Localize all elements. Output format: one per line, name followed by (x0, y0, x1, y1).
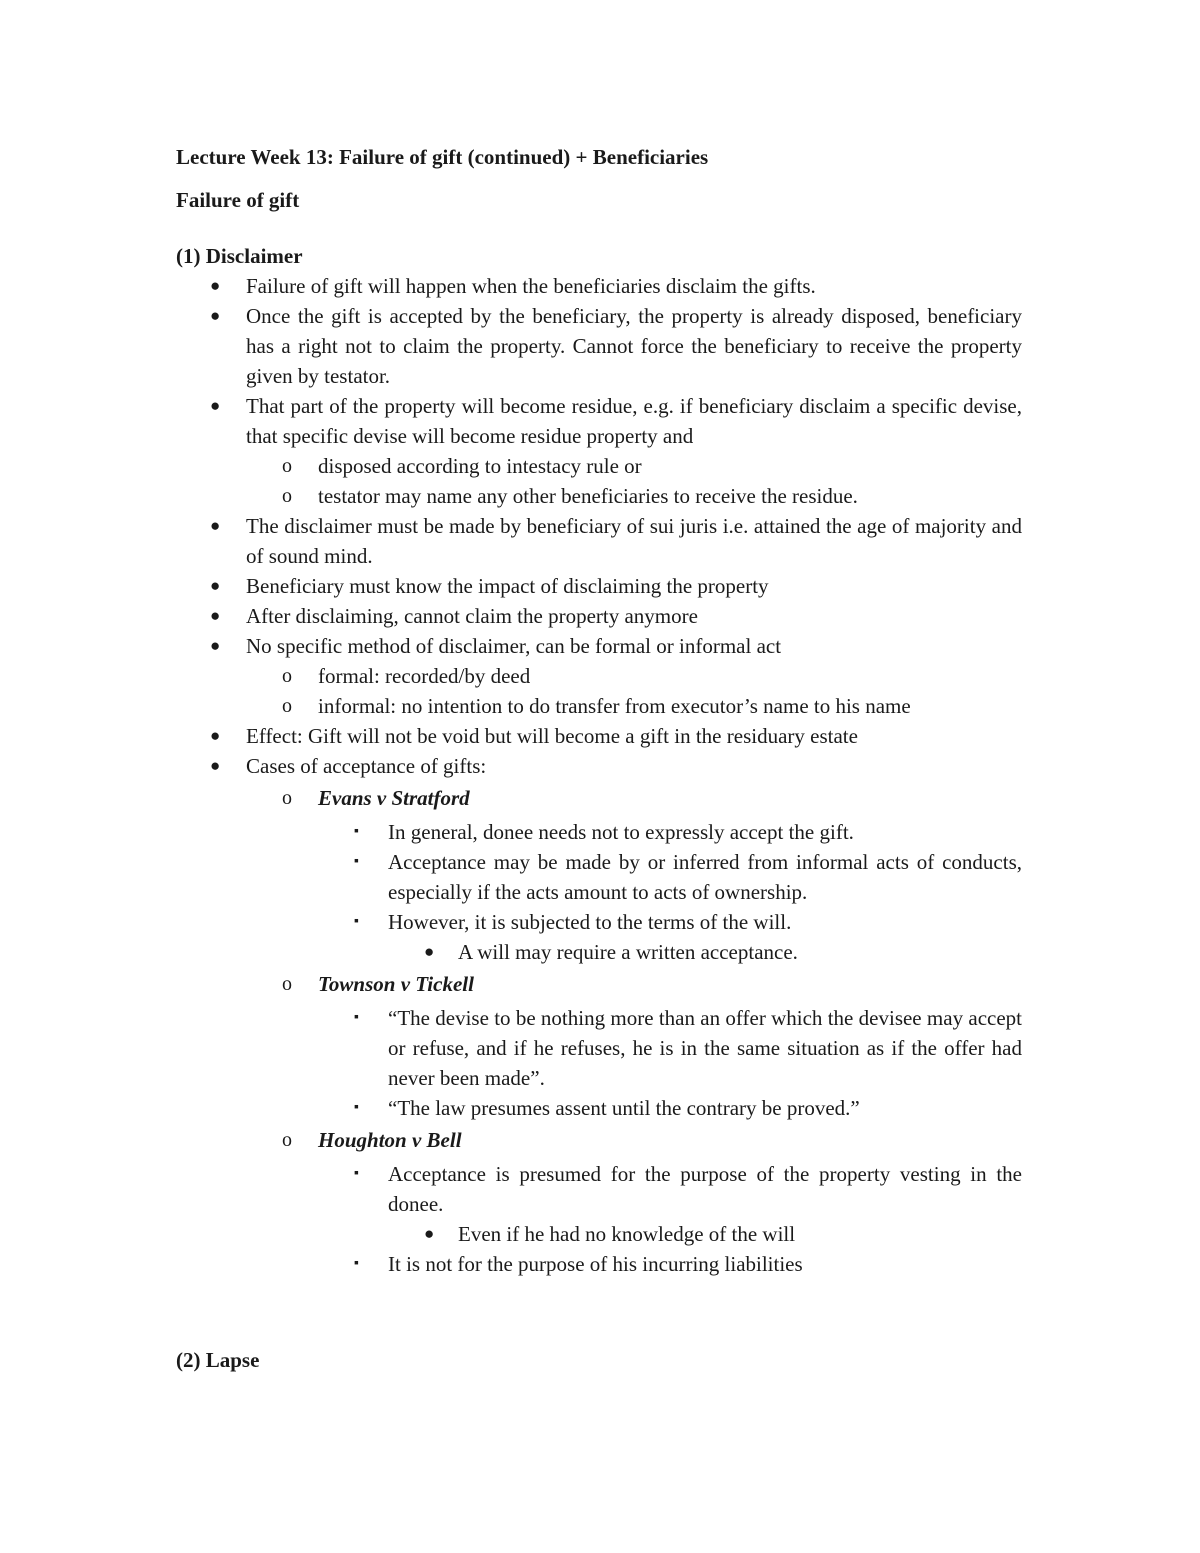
list-item: ● Even if he had no knowledge of the will (176, 1219, 1022, 1249)
list-item: ▪ Acceptance may be made by or inferred from informal acts of conducts, especially if the acts amount to acts of ownership. (176, 847, 1022, 907)
circle-bullet-icon: o (282, 695, 292, 717)
lecture-title: Lecture Week 13: Failure of gift (continued) + Beneficiaries (176, 145, 709, 169)
disclaimer-list (176, 271, 1022, 1279)
list-item: o testator may name any other beneficiaries to receive the residue. (176, 481, 1022, 511)
circle-bullet-icon: o (282, 787, 292, 809)
bullet-icon: ● (210, 306, 221, 325)
circle-bullet-icon: o (282, 973, 292, 995)
case-item (176, 783, 1022, 813)
square-bullet-icon: ▪ (354, 1010, 359, 1025)
list-item: o disposed according to intestacy rule or (176, 451, 1022, 481)
list-item: o informal: no intention to do transfer from executor’s name to his name (176, 691, 1022, 721)
square-bullet-icon: ▪ (354, 1166, 359, 1181)
bullet-icon: ● (424, 1224, 435, 1243)
case-item (176, 1125, 1022, 1155)
bullet-icon: ● (210, 636, 221, 655)
bullet-icon: ● (210, 276, 221, 295)
square-bullet-icon: ▪ (354, 824, 359, 839)
list-item: o formal: recorded/by deed (176, 661, 1022, 691)
list-item: ● A will may require a written acceptance. (176, 937, 1022, 967)
case-name: Evans v Stratford (318, 786, 470, 810)
circle-bullet-icon: o (282, 485, 292, 507)
circle-bullet-icon: o (282, 455, 292, 477)
bullet-icon: ● (210, 576, 221, 595)
list-item: ▪ “The law presumes assent until the contrary be proved.” (176, 1093, 1022, 1123)
square-bullet-icon: ▪ (354, 854, 359, 869)
list-item: ● Failure of gift will happen when the beneficiaries disclaim the gifts. (176, 271, 1022, 301)
bullet-icon: ● (210, 516, 221, 535)
list-item: ● Effect: Gift will not be void but will become a gift in the residuary estate (176, 721, 1022, 751)
case-item (176, 969, 1022, 999)
list-item: ● After disclaiming, cannot claim the property anymore (176, 601, 1022, 631)
list-item: ● The disclaimer must be made by beneficiary of sui juris i.e. attained the age of majority and of sound mind. (176, 511, 1022, 571)
square-bullet-icon: ▪ (354, 1256, 359, 1271)
circle-bullet-icon: o (282, 665, 292, 687)
list-item: ▪ In general, donee needs not to expressly accept the gift. (176, 817, 1022, 847)
bullet-icon: ● (210, 756, 221, 775)
bullet-icon: ● (210, 726, 221, 745)
list-item: ▪ Acceptance is presumed for the purpose of the property vesting in the donee. (176, 1159, 1022, 1219)
list-item: ● No specific method of disclaimer, can be formal or informal act (176, 631, 1022, 661)
bullet-icon: ● (210, 606, 221, 625)
bullet-icon: ● (210, 396, 221, 415)
case-name: Houghton v Bell (318, 1128, 462, 1152)
case-name: Townson v Tickell (318, 972, 474, 996)
list-item: ● Beneficiary must know the impact of disclaiming the property (176, 571, 1022, 601)
document-body (176, 142, 1022, 1375)
section-heading: Failure of gift (176, 188, 300, 212)
square-bullet-icon: ▪ (354, 914, 359, 929)
list-item: ● Once the gift is accepted by the beneficiary, the property is already disposed, beneficiary has a right not to claim the property. Cannot force the beneficiary to receive the property given by testator. (176, 301, 1022, 391)
list-item: ● That part of the property will become residue, e.g. if beneficiary disclaim a specific devise, that specific devise will become residue property and (176, 391, 1022, 451)
list-item: ▪ However, it is subjected to the terms of the will. (176, 907, 1022, 937)
circle-bullet-icon: o (282, 1129, 292, 1151)
lapse-heading: (2) Lapse (176, 1348, 260, 1372)
square-bullet-icon: ▪ (354, 1100, 359, 1115)
bullet-icon: ● (424, 942, 435, 961)
disclaimer-heading: (1) Disclaimer (176, 244, 303, 268)
list-item: ● Cases of acceptance of gifts: (176, 751, 1022, 781)
list-item: ▪ “The devise to be nothing more than an offer which the devisee may accept or refuse, and if he refuses, he is in the same situation as if the offer had never been made”. (176, 1003, 1022, 1093)
list-item: ▪ It is not for the purpose of his incurring liabilities (176, 1249, 1022, 1279)
